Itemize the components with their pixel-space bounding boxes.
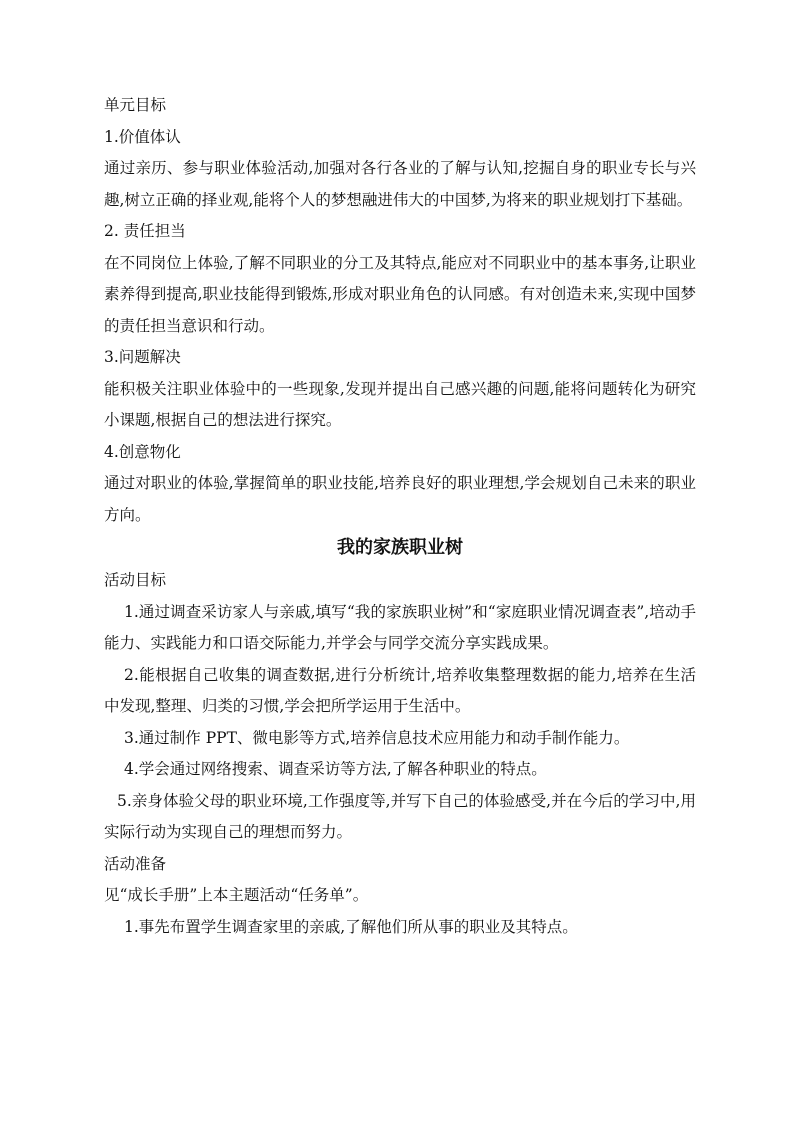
goal3-text: 能积极关注职业体验中的一些现象,发现并提出自己感兴趣的问题,能将问题转化为研究小课题,根据自己的想法进行探究。 bbox=[104, 379, 696, 429]
document-content bbox=[104, 90, 696, 943]
goal3-heading: 3.问题解决 bbox=[104, 348, 181, 366]
activity-goal-4: 4.学会通过网络搜索、调查采访等方法,了解各种职业的特点。 bbox=[124, 760, 547, 778]
activity-goals-heading: 活动目标 bbox=[104, 571, 167, 589]
goal2-heading: 2. 责任担当 bbox=[104, 222, 186, 240]
goal4-heading: 4.创意物化 bbox=[104, 442, 181, 461]
activity-goal-5: 5.亲身体验父母的职业环境,工作强度等,并写下自己的体验感受,并在今后的学习中,用实际行动为实现自己的理想而努力。 bbox=[104, 791, 696, 841]
preparation-item-1: 1.事先布置学生调查家里的亲戚,了解他们所从事的职业及其特点。 bbox=[124, 917, 578, 936]
goal2-text: 在不同岗位上体验,了解不同职业的分工及其特点,能应对不同职业中的基本事务,让职业素养得到提高,职业技能得到锻炼,形成对职业角色的认同感。有对创造未来,实现中国梦的责任担当意识和行动。 bbox=[104, 253, 696, 335]
goal4-text: 通过对职业的体验,掌握简单的职业技能,培养良好的职业理想,学会规划自己未来的职业方向。 bbox=[104, 474, 696, 524]
page-title: 我的家族职业树 bbox=[337, 537, 463, 558]
activity-goal-2: 2.能根据自己收集的调查数据,进行分析统计,培养收集整理数据的能力,培养在生活中发现,整理、归类的习惯,学会把所学运用于生活中。 bbox=[104, 665, 696, 715]
activity-goal-1: 1.通过调查采访家人与亲戚,填写“我的家族职业树”和“家庭职业情况调查表”,培动手能力、实践能力和口语交际能力,并学会与同学交流分享实践成果。 bbox=[104, 602, 696, 652]
goal1-text: 通过亲历、参与职业体验活动,加强对各行各业的了解与认知,挖掘自身的职业专长与兴趣,树立正确的择业观,能将个人的梦想融进伟大的中国梦,为将来的职业规划打下基础。 bbox=[104, 159, 696, 209]
preparation-heading: 活动准备 bbox=[104, 854, 167, 873]
goal1-heading: 1.价值体认 bbox=[104, 127, 181, 146]
unit-goals-heading: 单元目标 bbox=[104, 96, 167, 114]
preparation-text: 见“成长手册”上本主题活动“任务单”。 bbox=[104, 886, 369, 904]
activity-goal-3: 3.通过制作 PPT、微电影等方式,培养信息技术应用能力和动手制作能力。 bbox=[124, 728, 630, 747]
